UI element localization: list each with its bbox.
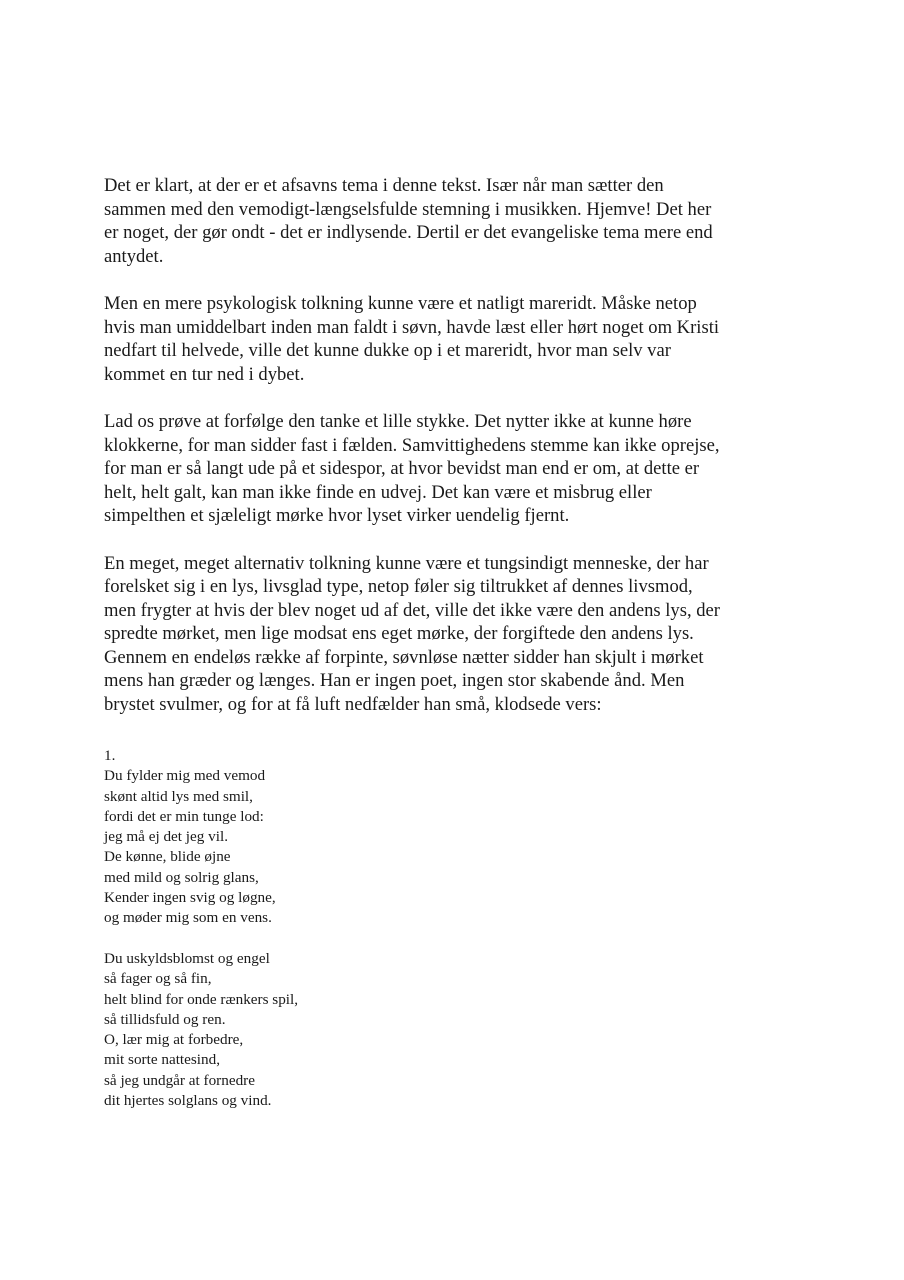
poem-line: O, lær mig at forbedre, <box>104 1031 244 1049</box>
poem-line: og møder mig som en vens. <box>104 909 272 927</box>
text-line: Lad os prøve at forfølge den tanke et lille stykke. Det nytter ikke at kunne høre <box>104 410 692 432</box>
text-line: nedfart til helvede, ville det kunne dukke op i et mareridt, hvor man selv var <box>104 340 671 362</box>
text-line: hvis man umiddelbart inden man faldt i søvn, havde læst eller hørt noget om Kristi <box>104 316 720 338</box>
text-line: for man er så langt ude på et sidespor, at hvor bevidst man end er om, at dette er <box>104 458 700 480</box>
text-line: helt, helt galt, kan man ikke finde en udvej. Det kan være et misbrug eller <box>104 481 652 503</box>
text-line: sammen med den vemodigt-længselsfulde stemning i musikken. Hjemve! Det her <box>104 198 712 220</box>
poem-line: så tillidsfuld og ren. <box>104 1010 226 1028</box>
poem-line: med mild og solrig glans, <box>104 868 259 886</box>
poem-line: fordi det er min tunge lod: <box>104 807 264 825</box>
body-text <box>104 174 814 740</box>
paragraph-2 <box>104 292 814 386</box>
text-line: mens han græder og længes. Han er ingen poet, ingen stor skabende ånd. Men <box>104 670 685 692</box>
text-line: En meget, meget alternativ tolkning kunne være et tungsindigt menneske, der har <box>104 552 709 574</box>
text-line: Det er klart, at der er et afsavns tema i denne tekst. Især når man sætter den <box>104 175 664 196</box>
text-line: forelsket sig i en lys, livsglad type, netop føler sig tiltrukket af dennes livsmod, <box>104 576 693 598</box>
text-line: er noget, der gør ondt - det er indlysende. Dertil er det evangeliske tema mere end <box>104 222 713 244</box>
poem-stanza-1 <box>104 766 504 928</box>
text-line: simpelthen et sjæleligt mørke hvor lyset virker uendelig fjernt. <box>104 505 570 527</box>
text-line: kommet en tur ned i dybet. <box>104 363 305 385</box>
poem-line: jeg må ej det jeg vil. <box>104 828 228 846</box>
poem-line: helt blind for onde rænkers spil, <box>104 990 299 1008</box>
text-line: men frygter at hvis der blev noget ud af det, ville det ikke være den andens lys, der <box>104 599 720 621</box>
text-line: brystet svulmer, og for at få luft nedfælder han små, klodsede vers: <box>104 694 602 716</box>
text-line: Gennem en endeløs række af forpinte, søvnløse nætter sidder han skjult i mørket <box>104 646 704 668</box>
poem-line: så jeg undgår at fornedre <box>104 1071 255 1089</box>
poem-number: 1. <box>104 747 116 764</box>
text-line: Men en mere psykologisk tolkning kunne være et natligt mareridt. Måske netop <box>104 292 697 314</box>
poem-stanza-2 <box>104 949 504 1111</box>
poem-line: De kønne, blide øjne <box>104 848 231 866</box>
poem-line: Kender ingen svig og løgne, <box>104 889 276 907</box>
paragraph-4 <box>104 552 814 717</box>
paragraph-3 <box>104 410 814 528</box>
paragraph-1 <box>104 174 814 268</box>
text-line: spredte mørket, men lige modsat ens eget mørke, der forgiftede den andens lys. <box>104 623 694 645</box>
text-line: klokkerne, for man sidder fast i fælden. Samvittighedens stemme kan ikke oprejse, <box>104 434 720 456</box>
poem-line: Du fylder mig med vemod <box>104 767 266 785</box>
poem-line: skønt altid lys med smil, <box>104 787 253 805</box>
poem <box>104 746 504 1132</box>
poem-line: mit sorte nattesind, <box>104 1051 220 1069</box>
text-line: antydet. <box>104 245 164 267</box>
poem-line: så fager og så fin, <box>104 970 212 988</box>
poem-line: dit hjertes solglans og vind. <box>104 1092 272 1110</box>
poem-line: Du uskyldsblomst og engel <box>104 949 270 967</box>
